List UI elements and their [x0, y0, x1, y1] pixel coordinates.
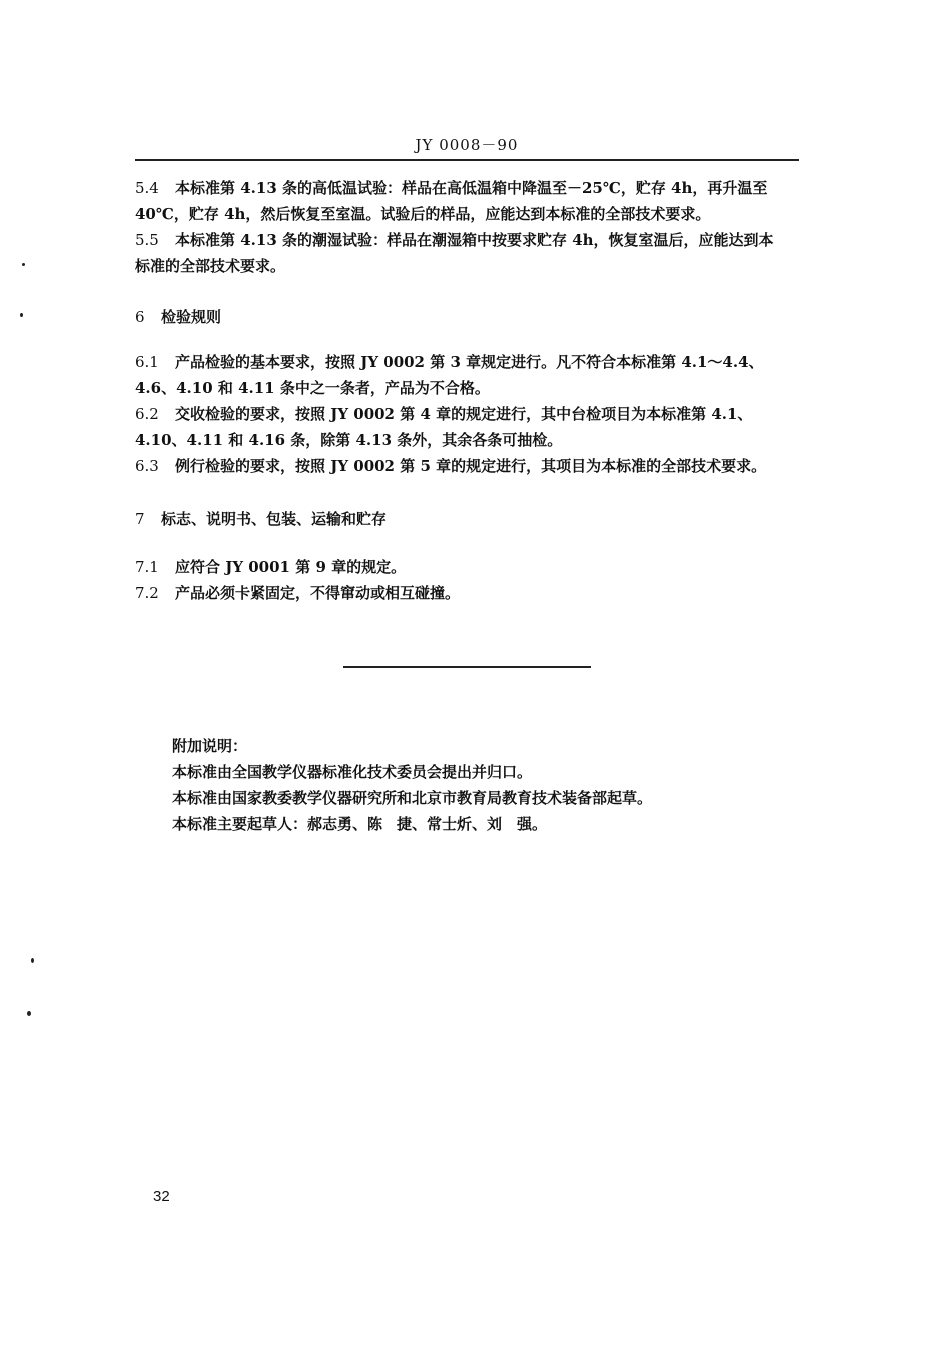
- clause-7-2-line-1: [135, 583, 460, 603]
- clause-number: 5.5: [135, 231, 159, 249]
- section-title-text: 标志、说明书、包装、运输和贮存: [161, 510, 387, 528]
- section-6-title: [135, 306, 221, 327]
- clause-text: 本标准第 4.13 条的潮湿试验：样品在潮湿箱中按要求贮存 4h，恢复室温后，应能达到本: [175, 231, 774, 249]
- clause-number: 6.2: [135, 405, 159, 423]
- end-divider: [343, 666, 591, 668]
- clause-6-3-line-1: [135, 456, 766, 476]
- clause-number: 6.1: [135, 353, 159, 371]
- section-7-title: [135, 508, 386, 529]
- clause-text: 本标准第 4.13 条的高低温试验：样品在高低温箱中降温至－25℃，贮存 4h，再升温至: [175, 179, 768, 197]
- clause-number: 7.1: [135, 558, 159, 576]
- scan-speck: [31, 958, 34, 963]
- scan-speck: [20, 313, 23, 317]
- section-number: 7: [135, 510, 145, 528]
- clause-6-1-line-1: [135, 352, 764, 372]
- clause-text: 应符合 JY 0001 第 9 章的规定。: [175, 558, 407, 576]
- clause-6-2-line-2: 4.10、4.11 和 4.16 条，除第 4.13 条外，其余各条可抽检。: [135, 431, 563, 449]
- notes-line-3: 本标准主要起草人：郝志勇、陈 捷、常士炘、刘 强。: [172, 815, 548, 833]
- clause-number: 5.4: [135, 179, 159, 197]
- header-rule: [135, 159, 799, 161]
- clause-6-1-line-2: 4.6、4.10 和 4.11 条中之一条者，产品为不合格。: [135, 379, 490, 397]
- clause-5-5-line-1: [135, 230, 774, 250]
- clause-6-2-line-1: [135, 404, 752, 424]
- scan-speck: [22, 263, 25, 266]
- section-number: 6: [135, 308, 145, 326]
- clause-5-4-line-2: 40℃，贮存 4h，然后恢复至室温。试验后的样品，应能达到本标准的全部技术要求。: [135, 205, 711, 223]
- page-header-code: JY 0008－90: [415, 136, 519, 154]
- clause-7-1-line-1: [135, 557, 406, 577]
- notes-heading: 附加说明：: [172, 737, 248, 755]
- clause-number: 6.3: [135, 457, 159, 475]
- clause-text: 产品必须卡紧固定，不得窜动或相互碰撞。: [175, 584, 461, 602]
- clause-5-4-line-1: [135, 178, 767, 198]
- clause-text: 产品检验的基本要求，按照 JY 0002 第 3 章规定进行。凡不符合本标准第 4.1～4.4、: [175, 353, 764, 371]
- clause-text: 交收检验的要求，按照 JY 0002 第 4 章的规定进行，其中台检项目为本标准第 4.1、: [175, 405, 753, 423]
- page-number: 32: [153, 1188, 170, 1205]
- section-title-text: 检验规则: [161, 308, 222, 326]
- scan-speck: [27, 1011, 31, 1016]
- notes-line-2: 本标准由国家教委教学仪器研究所和北京市教育局教育技术装备部起草。: [172, 789, 653, 807]
- clause-5-5-line-2: 标准的全部技术要求。: [135, 257, 286, 275]
- notes-line-1: 本标准由全国教学仪器标准化技术委员会提出并归口。: [172, 763, 533, 781]
- clause-text: 例行检验的要求，按照 JY 0002 第 5 章的规定进行，其项目为本标准的全部技术要求。: [175, 457, 767, 475]
- clause-number: 7.2: [135, 584, 159, 602]
